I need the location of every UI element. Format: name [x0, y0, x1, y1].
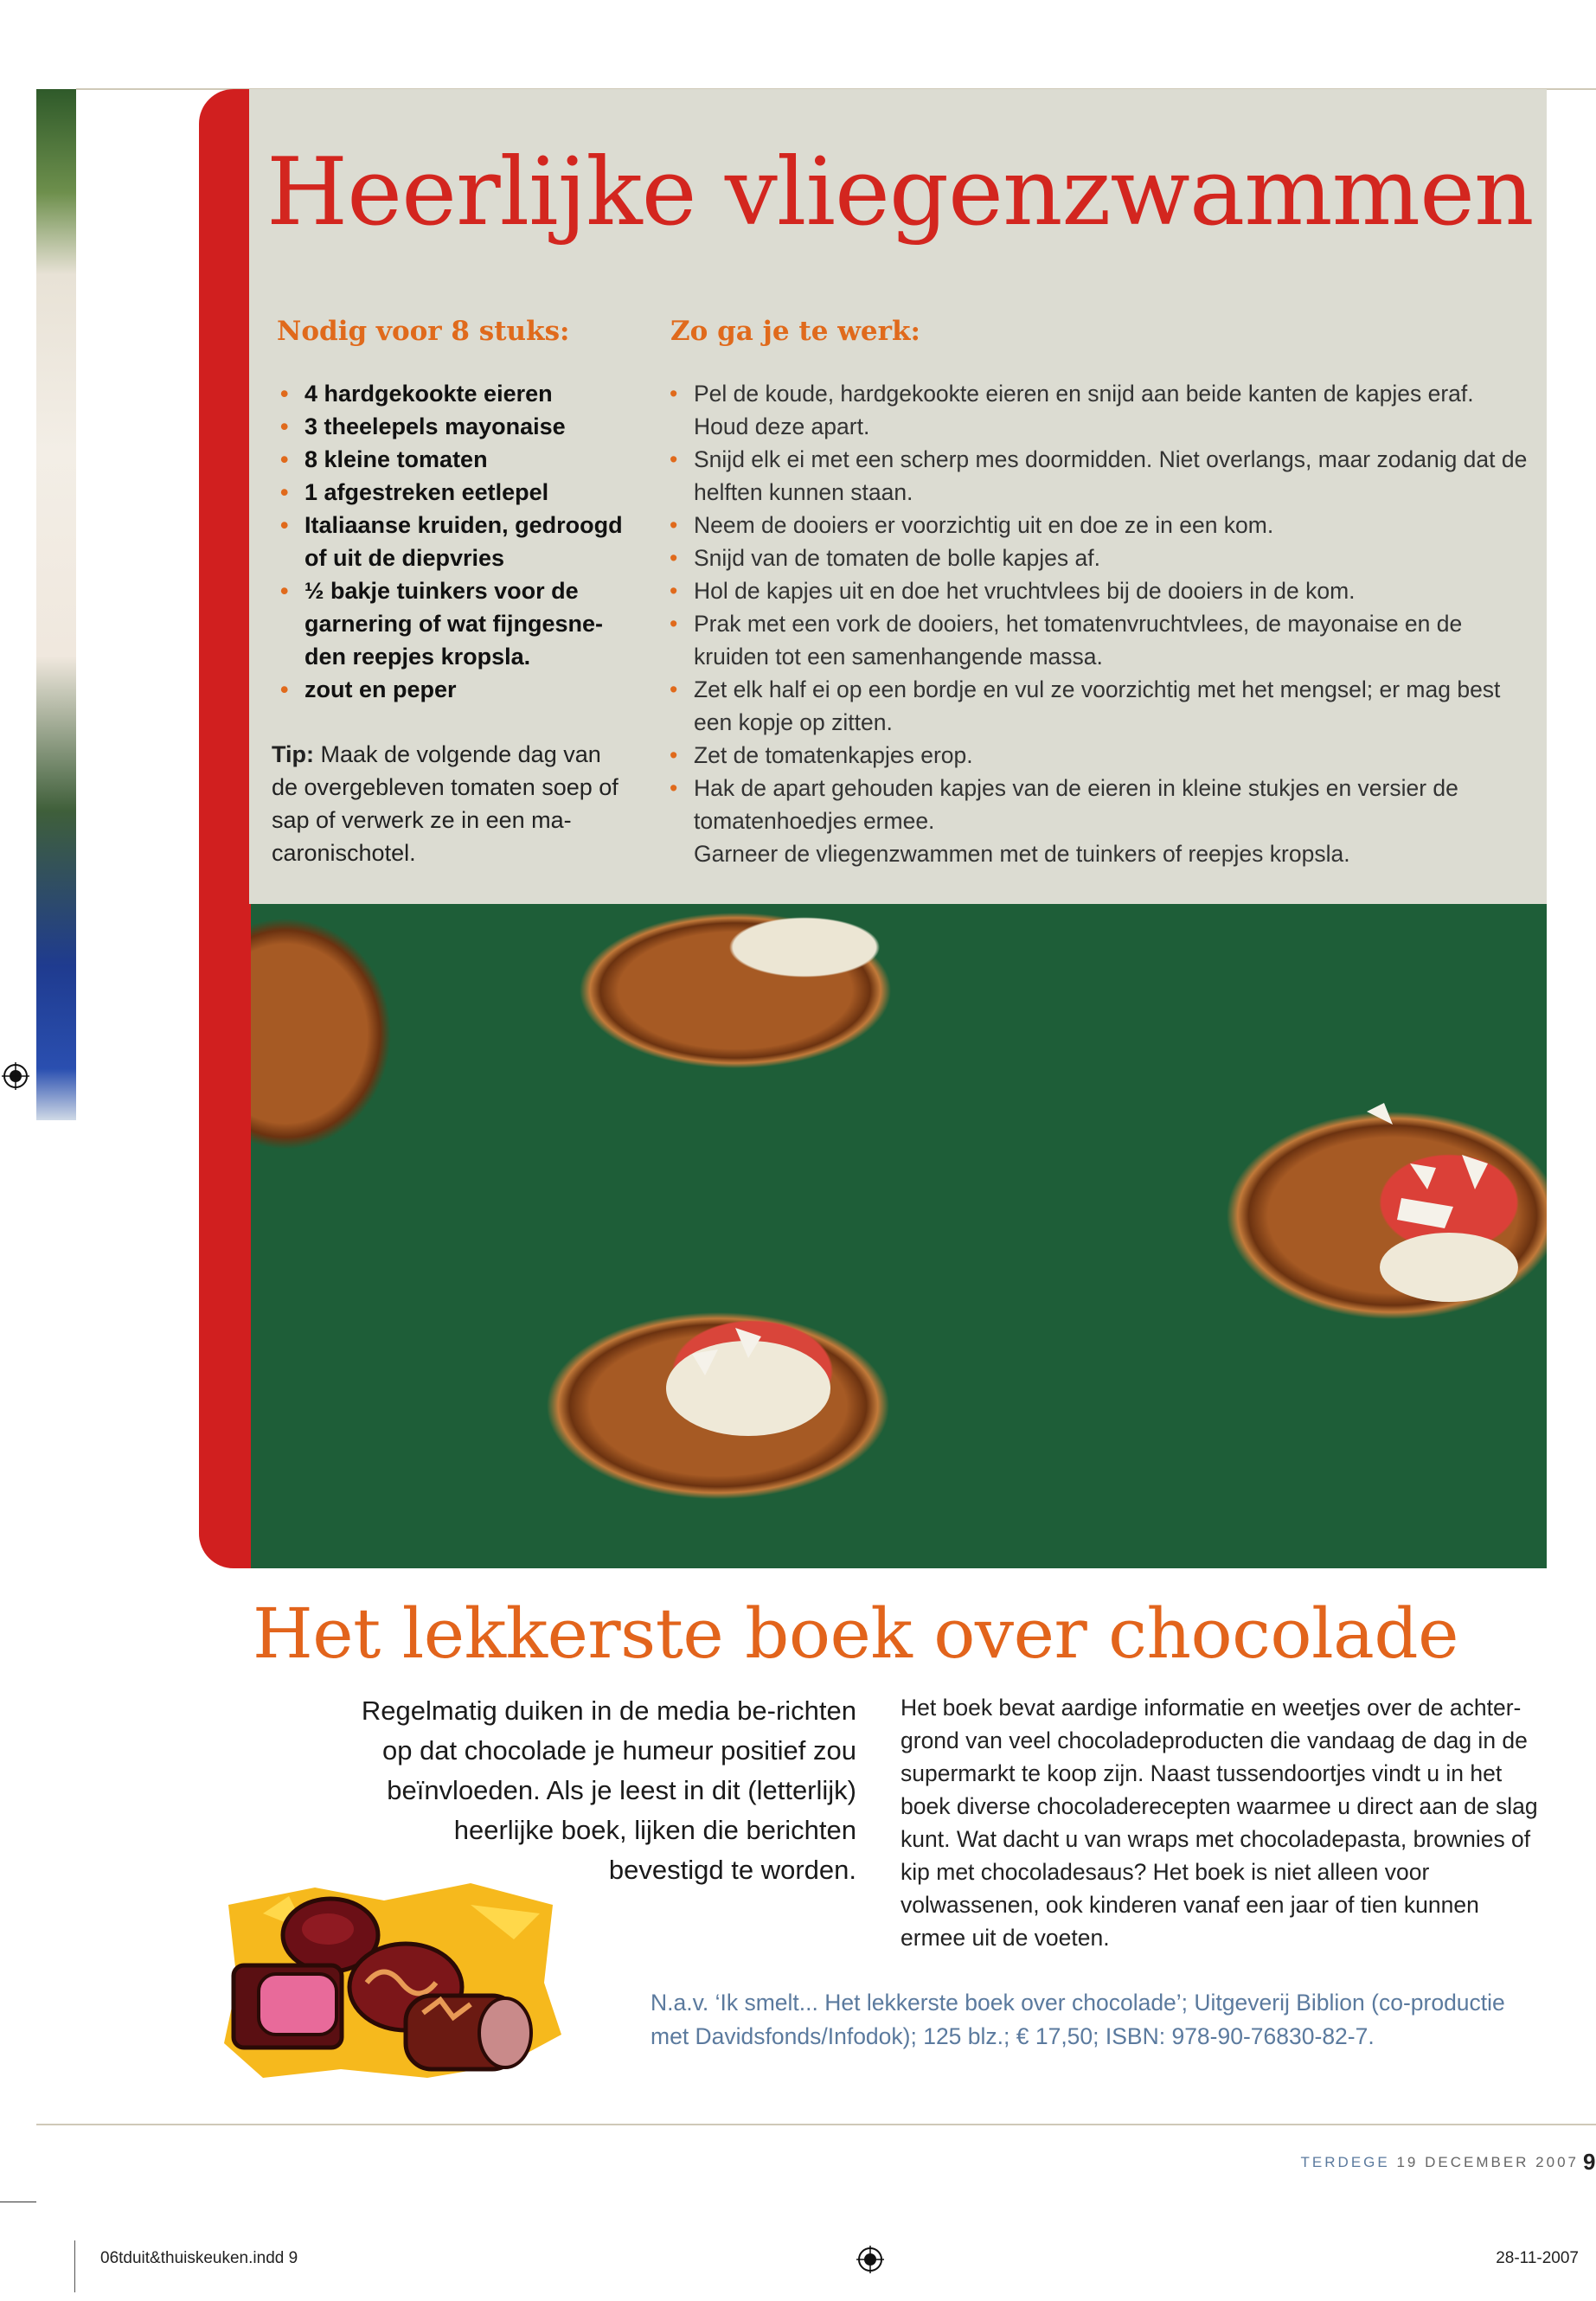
book-title: Het lekkerste boek over chocolade: [253, 1593, 1458, 1674]
ingredients-list: [279, 377, 642, 706]
step-item: • Hol de kapjes uit en doe het vruchtvlees bij de dooiers in de kom.: [668, 574, 1533, 607]
page-number: 9: [1583, 2149, 1596, 2175]
registration-mark-icon: [2, 1062, 29, 1090]
step-item: • Prak met een vork de dooiers, het tomatenvruchtvlees, de mayonaise en de kruiden tot een samenhangende massa.: [668, 607, 1533, 673]
slug-filename: 06tduit&thuiskeuken.indd 9: [100, 2249, 298, 2267]
book-body: Het boek bevat aardige informatie en weetjes over de achter-grond van veel chocoladeproducten die vandaag de dag in de supermarkt te koop zijn. Naast tussendoortjes vindt u in het boek diverse chocoladerecepten waarmee u direct aan de slag kunt. Wat dacht u van wraps met chocoladepasta, brownies of kip met chocoladesaus? Het boek is niet alleen voor volwassenen, ook kinderen vanaf een jaar of tien kunnen ermee uit de voeten.: [901, 1695, 1538, 1951]
ingredient-item: • 3 theelepels mayonaise: [279, 410, 642, 443]
chocolate-illustration: [211, 1879, 566, 2082]
ingredient-item: • ½ bakje tuinkers voor de garnering of wat fijngesne-den reepjes kropsla.: [279, 574, 642, 673]
book-intro: Regelmatig duiken in de media be-richten op dat chocolade je humeur positief zou beïnvloeden. Als je leest in dit (letterlijk) heerlijke boek, lijken die berichten bevestigd te worden.: [361, 1695, 856, 1885]
ingredient-item: • Italiaanse kruiden, gedroogd of uit de diepvries: [279, 509, 642, 574]
ingredient-item: • 1 afgestreken eetlepel: [279, 476, 642, 509]
book-credit: N.a.v. ‘Ik smelt... Het lekkerste boek over chocolade’; Uitgeverij Biblion (co-productie met Davidsfonds/Infodok); 125 blz.; € 17,50; ISBN: 978-90-76830-82-7.: [651, 1990, 1505, 2049]
ingredients-heading: Nodig voor 8 stuks:: [277, 316, 570, 347]
crop-mark-vertical: [74, 2240, 75, 2292]
adjacent-page-photo-strip: [36, 89, 76, 1120]
ingredient-item: • zout en peper: [279, 673, 642, 706]
ingredient-item: • 8 kleine tomaten: [279, 443, 642, 476]
photo-details: [251, 904, 1547, 1568]
slug-date: 28-11-2007: [1496, 2249, 1579, 2267]
steps-list: [668, 377, 1533, 870]
closing-step: Garneer de vliegenzwammen met de tuinkers of reepjes kropsla.: [694, 841, 1350, 867]
ingredient-item: • 4 hardgekookte eieren: [279, 377, 642, 410]
recipe-title: Heerlijke vliegenzwammen: [266, 138, 1534, 247]
step-item: • Snijd elk ei met een scherp mes doormidden. Niet overlangs, maar zodanig dat de helften kunnen staan.: [668, 443, 1533, 509]
recipe-photo-mushroom-eggs: [251, 904, 1547, 1568]
bottom-rule: [36, 2124, 1596, 2125]
issue-date: 19 DECEMBER 2007: [1396, 2154, 1579, 2170]
step-item: • Pel de koude, hardgekookte eieren en snijd aan beide kanten de kapjes eraf. Houd deze apart.: [668, 377, 1533, 443]
tip-label: Tip:: [272, 741, 314, 767]
step-item: • Hak de apart gehouden kapjes van de eieren in kleine stukjes en versier de tomatenhoedjes ermee.: [668, 772, 1533, 837]
registration-mark-icon: [856, 2246, 884, 2273]
steps-heading: Zo ga je te werk:: [670, 316, 920, 347]
step-item: • Neem de dooiers er voorzichtig uit en doe ze in een kom.: [668, 509, 1533, 542]
step-item: • Snijd van de tomaten de bolle kapjes af.: [668, 542, 1533, 574]
tip-text: Maak de volgende dag van de overgebleven tomaten soep of sap of verwerk ze in een ma-caronischotel.: [272, 741, 619, 866]
page-footer: [1211, 2154, 1579, 2171]
step-item: • Zet de tomatenkapjes erop.: [668, 739, 1533, 772]
step-item: • Zet elk half ei op een bordje en vul ze voorzichtig met het mengsel; er mag best een kopje op zitten.: [668, 673, 1533, 739]
red-accent-bar: [199, 89, 251, 1568]
tip: [272, 738, 626, 869]
magazine-name: TERDEGE: [1300, 2154, 1390, 2170]
